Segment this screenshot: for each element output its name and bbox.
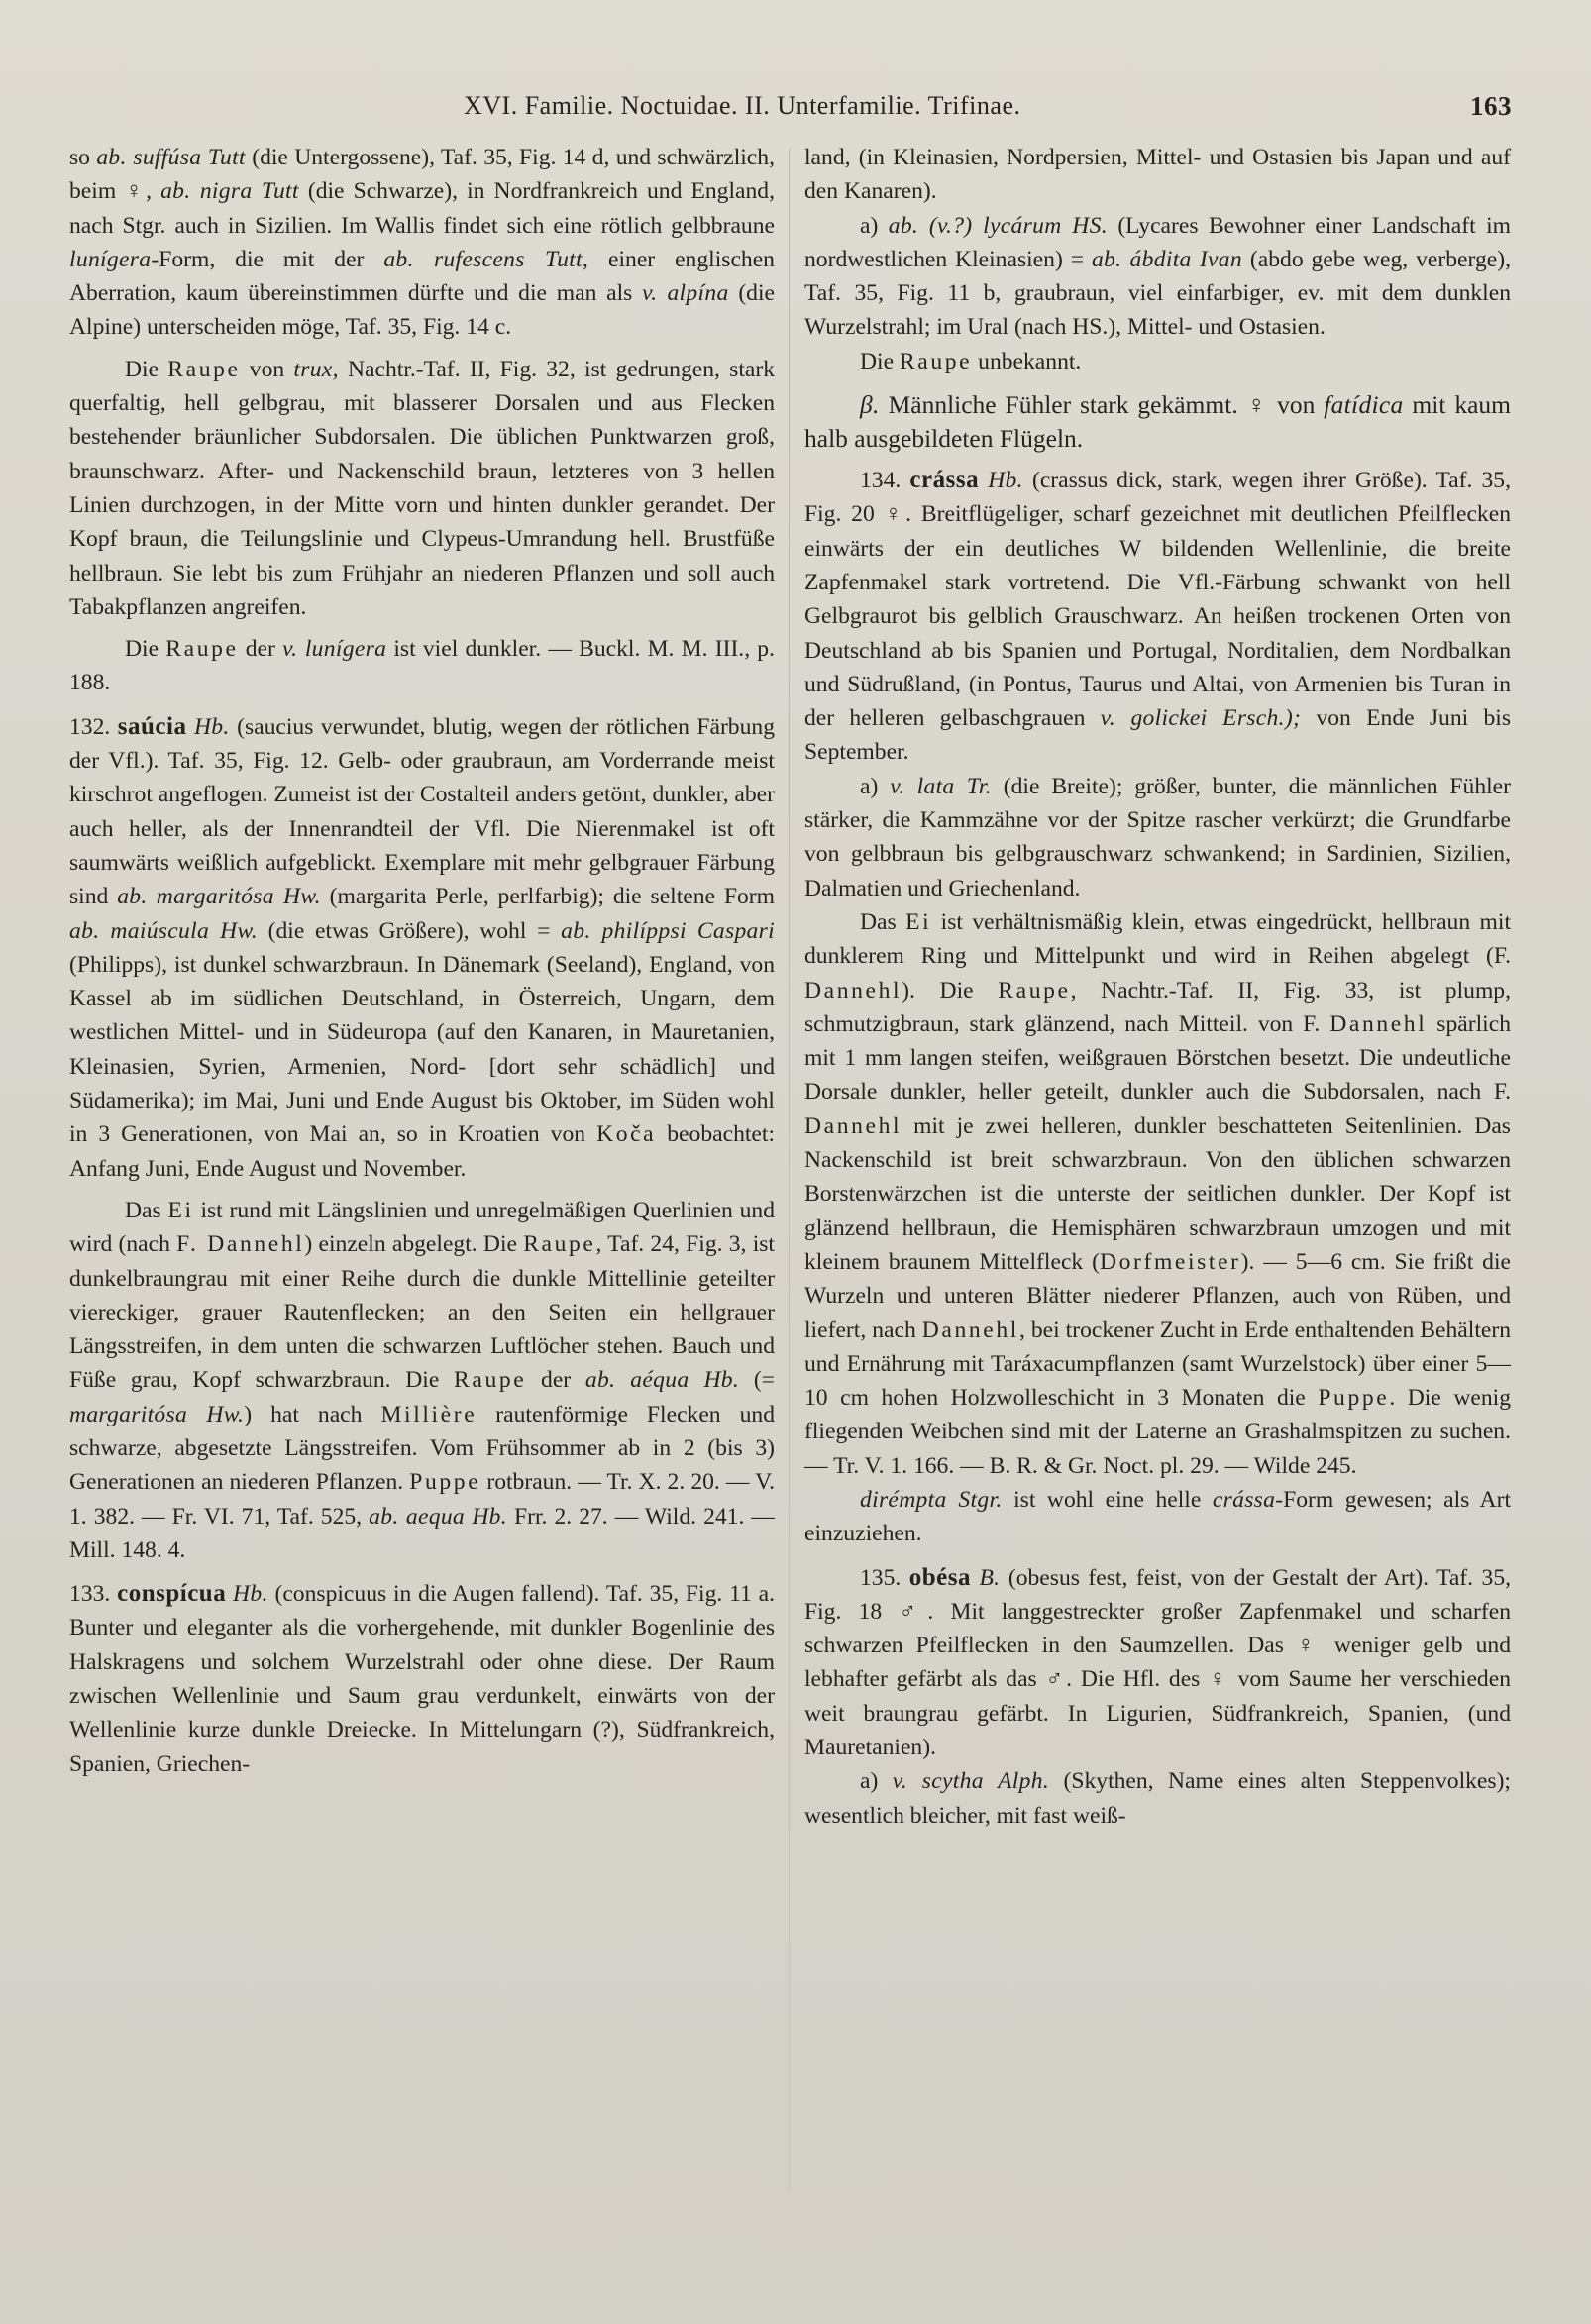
left-column [69,141,775,1781]
taxon-name: saúcia [117,712,187,740]
entry-134-crassa: 134. crássa Hb. (crassus dick, stark, wegen ihrer Größe). Taf. 35, Fig. 20 ♀. Breitflügeliger, scharf gezeichnet mit deutlichen Pfeilflecken einwärts der ein deutliches W bildenden Wellenlinie, die breite Zapfenmakel stark vortretend. Die Vfl.-Färbung schwankt von hell Gelbgraurot bis gelblich Grauschwarz. An heißen trockenen Orten von Deutschland ab bis Spanien und Portugal, Norditalien, dem Nordbalkan und Südrußland, (in Pontus, Taurus und Altai, von Armenien bis Turan in der helleren gelbaschgrauen v. golickei Ersch.); von Ende Juni bis September. [804,467,1511,766]
page-number: 163 [1470,91,1512,121]
paragraph-conspicua-range: land, (in Kleinasien, Nordpersien, Mittel- und Ostasien bis Japan und auf den Kanaren). [804,145,1511,205]
paragraph-trux-aberrations: so ab. suffúsa Tutt (die Untergossene), Taf. 35, Fig. 14 d, und schwärzlich, beim ♀, ab. nigra Tutt (die Schwarze), in Nordfrankreich und England, nach Stgr. auch in Sizilien. Im Wallis findet sich eine rötlich gelbbraune lunígera-Form, die mit der ab. rufescens Tutt, einer englischen Aberration, kaum übereinstimmen dürfte und die man als v. alpína (die Alpine) unterscheiden möge, Taf. 35, Fig. 14 c. [69,145,776,341]
paragraph-saucia-egg-larva: Das Ei ist rund mit Längslinien und unregelmäßigen Querlinien und wird (nach F. Dannehl) einzeln abgelegt. Die Raupe, Taf. 24, Fig. 3, ist dunkelbraungrau mit einer Reihe durch die dunkle Mittellinie geteilter viereckiger, grauer Rautenflecken; an den Seiten ein hellgrauer Längsstreifen, in dem unten die schwarzen Luftlöcher stehen. Bauch und Füße grau, Kopf schwarzbraun. Die Raupe der ab. aéqua Hb. (= margaritósa Hw.) hat nach Millière rautenförmige Flecken und schwarze, abgesetzte Längsstreifen. Vom Frühsommer ab in 2 (bis 3) Generationen an niederen Pflanzen. Puppe rotbraun. — Tr. X. 2. 20. — V. 1. 382. — Fr. VI. 71, Taf. 525, ab. aequa Hb. Frr. 2. 27. — Wild. 241. — Mill. 148. 4. [69,1197,776,1563]
paragraph-lunigera-larva: Die Raupe der v. lunígera ist viel dunkler. — Buckl. M. M. III., p. 188. [69,636,775,696]
paragraph-scytha: a) v. scytha Alph. (Skythen, Name eines alten Steppenvolkes); wesentlich bleicher, mit fast weiß- [804,1768,1511,1829]
paragraph-crassa-egg-larva: Das Ei ist verhältnismäßig klein, etwas eingedrückt, hellbraun mit dunklerem Ring und Mittelpunkt und wird in Reihen abgelegt (F. Dannehl). Die Raupe, Nachtr.-Taf. II, Fig. 33, ist plump, schmutzigbraun, stark glänzend, nach Mitteil. von F. Dannehl spärlich mit 1 mm langen steifen, weißgrauen Börstchen besetzt. Die undeutliche Dorsale dunkler, heller geteilt, dunkler auch die Subdorsalen, nach F. Dannehl mit je zwei helleren, dunkler beschatteten Seitenlinien. Das Nackenschild ist breit schwarzbraun. Von den üblichen schwarzen Borstenwärzchen ist die unterste der seitlichen dunkler. Der Kopf ist glänzend hellbraun, die Hemisphären schwarzbraun umzogen und mit kleinem braunem Mittelfleck (Dorfmeister). — 5—6 cm. Sie frißt die Wurzeln und unteren Blätter niederer Pflanzen, auch von Rüben, und liefert, nach Dannehl, bei trockener Zucht in Erde enthaltenden Behältern und Ernährung mit Taráxacumpflanzen (samt Wurzelstock) über einer 5—10 cm hohen Holzwolleschicht in 3 Monaten die Puppe. Die wenig fliegenden Weibchen sind mit der Laterne an Grashalmspitzen zu suchen. — Tr. V. 1. 166. — B. R. & Gr. Noct. pl. 29. — Wilde 245. [804,908,1512,1479]
paragraph-crassa-lata: a) v. lata Tr. (die Breite); größer, bunter, die männlichen Fühler stärker, die Kammzähne vor der Spitze rascher verkürzt; die Grundfarbe von gelbbraun bis gelbgrauschwarz schwankend; in Sardinien, Sizilien, Dalmatien und Griechenland. [804,773,1512,901]
right-column [804,141,1511,1833]
section-beta-heading: β. Männliche Fühler stark gekämmt. ♀ von fatídica mit kaum halb ausgebildeten Flügeln. [804,390,1511,454]
taxon-name: obésa [908,1563,971,1591]
running-header [0,91,1591,131]
taxon-name: conspícua [117,1580,227,1608]
running-title: XVI. Familie. Noctuidae. II. Unterfamilie. Trifinae. [464,91,1021,120]
paragraph-trux-larva: Die Raupe von trux, Nachtr.-Taf. II, Fig. 32, ist gedrungen, stark querfaltig, hell gelbgrau, mit blasserer Dorsalen und aus Flecken bestehender bräunlicher Subdorsalen. Die üblichen Punktwarzen groß, braunschwarz. After- und Nackenschild braun, letzteres von 3 hellen Linien durchzogen, in der Mitte vorn und hinten dunkler gerandet. Der Kopf braun, die Teilungslinie und Clypeus-Umrandung hell. Brustfüße hellbraun. Sie lebt bis zum Frühjahr an niederen Pflanzen und soll auch Tabakpflanzen angreifen. [69,356,775,620]
paragraph-lycarum-larva: Die Raupe unbekannt. [860,348,1082,374]
column-divider [789,149,790,2189]
entry-135-obesa: 135. obésa B. (obesus fest, feist, von der Gestalt der Art). Taf. 35, Fig. 18 ♂. Mit langgestreckter großer Zapfenmakel und scharfen schwarzen Pfeilflecken in den Saumzellen. Das ♀ weniger gelb und lebhafter gefärbt als das ♂. Die Hfl. des ♀ vom Saume her verschieden weit braungrau gefärbt. In Ligurien, Südfrankreich, Spanien, (und Mauretanien). [804,1563,1512,1761]
entry-132-saucia: 132. saúcia Hb. (saucius verwundet, blutig, wegen der rötlichen Färbung der Vfl.). Taf. 35, Fig. 12. Gelb- oder graubraun, am Vorderrande meist kirschrot angeflogen. Zumeist ist der Costalteil anders getönt, dunkler, aber auch heller, als der Innenrandteil der Vfl. Die Nierenmakel ist oft saumwärts weißlich aufgeblickt. Exemplare mit mehr gelbgrauer Färbung sind ab. margaritósa Hw. (margarita Perle, perlfarbig); die seltene Form ab. maiúscula Hw. (die etwas Größere), wohl = ab. philíppsi Caspari (Philipps), ist dunkel schwarzbraun. In Dänemark (Seeland), England, von Kassel ab im südlichen Deutschland, in Österreich, Ungarn, dem westlichen Mittel- und in Südeuropa (auf den Kanaren, in Mauretanien, Kleinasien, Syrien, Armenien, Nord- [dort sehr schädlich] und Südamerika); im Mai, Juni und Ende August bis Oktober, im Süden wohl in 3 Generationen, von Mai an, so in Kroatien von Koča beobachtet: Anfang Juni, Ende August und November. [69,712,776,1182]
taxon-name: crássa [909,467,980,494]
entry-133-conspicua: 133. conspícua Hb. (conspicuus in die Augen fallend). Taf. 35, Fig. 11 a. Bunter und eleganter als die vorhergehende, mit dunkler Bogenlinie des Halskragens und solchem Wurzelstrahl oder ohne diese. Der Raum zwischen Wellenlinie und Saum grau verdunkelt, einwärts von der Wellenlinie kurze dunkle Dreiecke. In Mittelungarn (?), Südfrankreich, Spanien, Griechen- [69,1580,775,1777]
paragraph-diremptа: dirémpta Stgr. ist wohl eine helle crássa-Form gewesen; als Art einzuziehen. [804,1486,1511,1547]
paragraph-lycarum: a) ab. (v.?) lycárum HS. (Lycares Bewohner einer Landschaft im nordwestlichen Kleinasien) = ab. ábdita Ivan (abdo gebe weg, verberge), Taf. 35, Fig. 11 b, graubraun, viel einfarbiger, ev. mit dem dunklen Wurzelstrahl; im Ural (nach HS.), Mittel- und Ostasien. [804,212,1511,341]
